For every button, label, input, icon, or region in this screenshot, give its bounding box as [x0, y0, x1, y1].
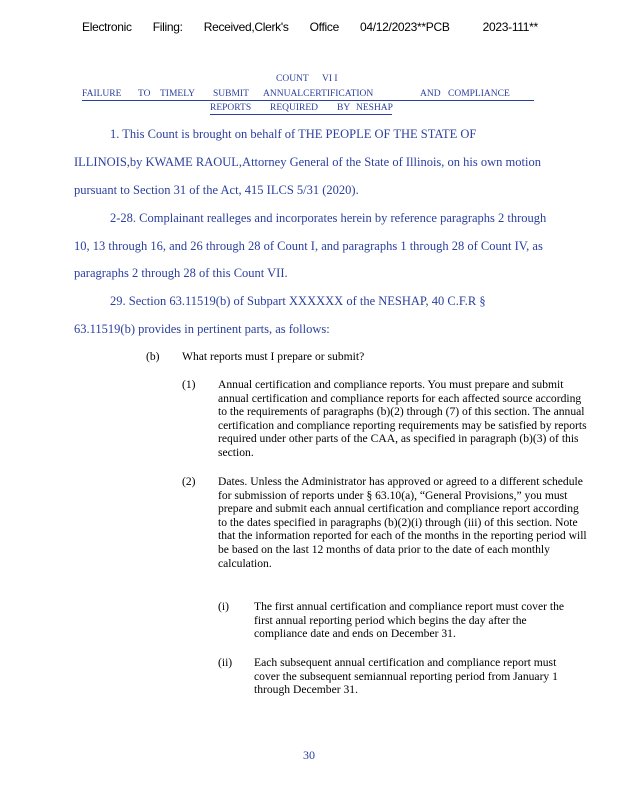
- quote-b-text: What reports must I prepare or submit?: [182, 350, 365, 363]
- title-roman: VI I: [322, 74, 338, 84]
- quote-i-label: (i): [218, 600, 229, 613]
- paragraph-1-line-1: 1. This Count is brought on behalf of THE PEOPLE OF THE STATE OF: [110, 127, 477, 141]
- page-number: 30: [303, 748, 315, 762]
- title-timely: TIMELY: [160, 89, 195, 99]
- header-electronic: Electronic: [82, 20, 132, 34]
- title-annual: ANNUALCERTIFICATION: [263, 89, 374, 99]
- title-underline: [82, 100, 534, 101]
- quote-2-label: (2): [182, 475, 196, 488]
- title-reports: REPORTS: [210, 103, 252, 113]
- quote-i-text: The first annual certification and compliance report must cover the first annual reporting period which begins the day after the compliance date and ends on December 31.: [254, 600, 565, 641]
- paragraph-2-line-2: 10, 13 through 16, and 26 through 28 of Count I, and paragraphs 1 through 28 of Count IV, as: [74, 239, 543, 253]
- title-failure: FAILURE: [82, 89, 122, 99]
- paragraph-2-line-3: paragraphs 2 through 28 of this Count VII.: [74, 266, 288, 280]
- quote-ii-text: Each subsequent annual certification and compliance report must cover the subsequent semiannual reporting period from January 1 through December 31.: [254, 656, 558, 697]
- paragraph-1-line-3: pursuant to Section 31 of the Act, 415 ILCS 5/31 (2020).: [74, 183, 359, 197]
- paragraph-3-line-1: 29. Section 63.11519(b) of Subpart XXXXXX of the NESHAP, 40 C.F.R §: [110, 294, 486, 308]
- title-to: TO: [138, 89, 151, 99]
- title-underline-2: [210, 114, 392, 115]
- title-compliance: COMPLIANCE: [448, 89, 510, 99]
- paragraph-3-line-2: 63.11519(b) provides in pertinent parts, as follows:: [74, 322, 330, 336]
- paragraph-2-line-1: 2-28. Complainant realleges and incorporates herein by reference paragraphs 2 through: [110, 211, 547, 225]
- quote-ii-label: (ii): [218, 656, 233, 669]
- filing-header: [82, 20, 556, 34]
- title-submit: SUBMIT: [213, 89, 249, 99]
- quote-1-label: (1): [182, 378, 196, 391]
- quote-2-text: Dates. Unless the Administrator has approved or agreed to a different schedule for submission of reports under § 63.10(a), “General Provisions,” you must prepare and submit each annual certification and compliance report according to the dates specified in paragraphs (b)(2)(i) through (iii) of this section. Note that the information reported for each of the months in the reporting period will be based on the last 12 months of data prior to the date of each monthly calculation.: [218, 475, 587, 570]
- quote-1-text: Annual certification and compliance reports. You must prepare and submit annual certification and compliance reports for each affected source according to the requirements of paragraphs (b)(2) through (7) of this section. The annual certification and compliance reporting requirements may be satisfied by reports required under other parts of the CAA, as specified in paragraph (b)(3) of this section.: [218, 378, 587, 459]
- quote-b-label: (b): [146, 350, 160, 363]
- header-filing: Filing:: [152, 20, 183, 34]
- header-case: 2023-111**: [482, 20, 538, 34]
- title-and: AND: [420, 89, 441, 99]
- paragraph-1-line-2: ILLINOIS,by KWAME RAOUL,Attorney General of the State of Illinois, on his own motion: [74, 155, 541, 169]
- title-by: BY: [337, 103, 351, 113]
- title-neshap: NESHAP: [356, 103, 393, 113]
- header-office: Office: [309, 20, 339, 34]
- title-count: COUNT: [276, 74, 309, 84]
- title-required: REQUIRED: [270, 103, 319, 113]
- header-date: 04/12/2023**PCB: [360, 20, 450, 34]
- header-received: Received,Clerk's: [203, 20, 289, 34]
